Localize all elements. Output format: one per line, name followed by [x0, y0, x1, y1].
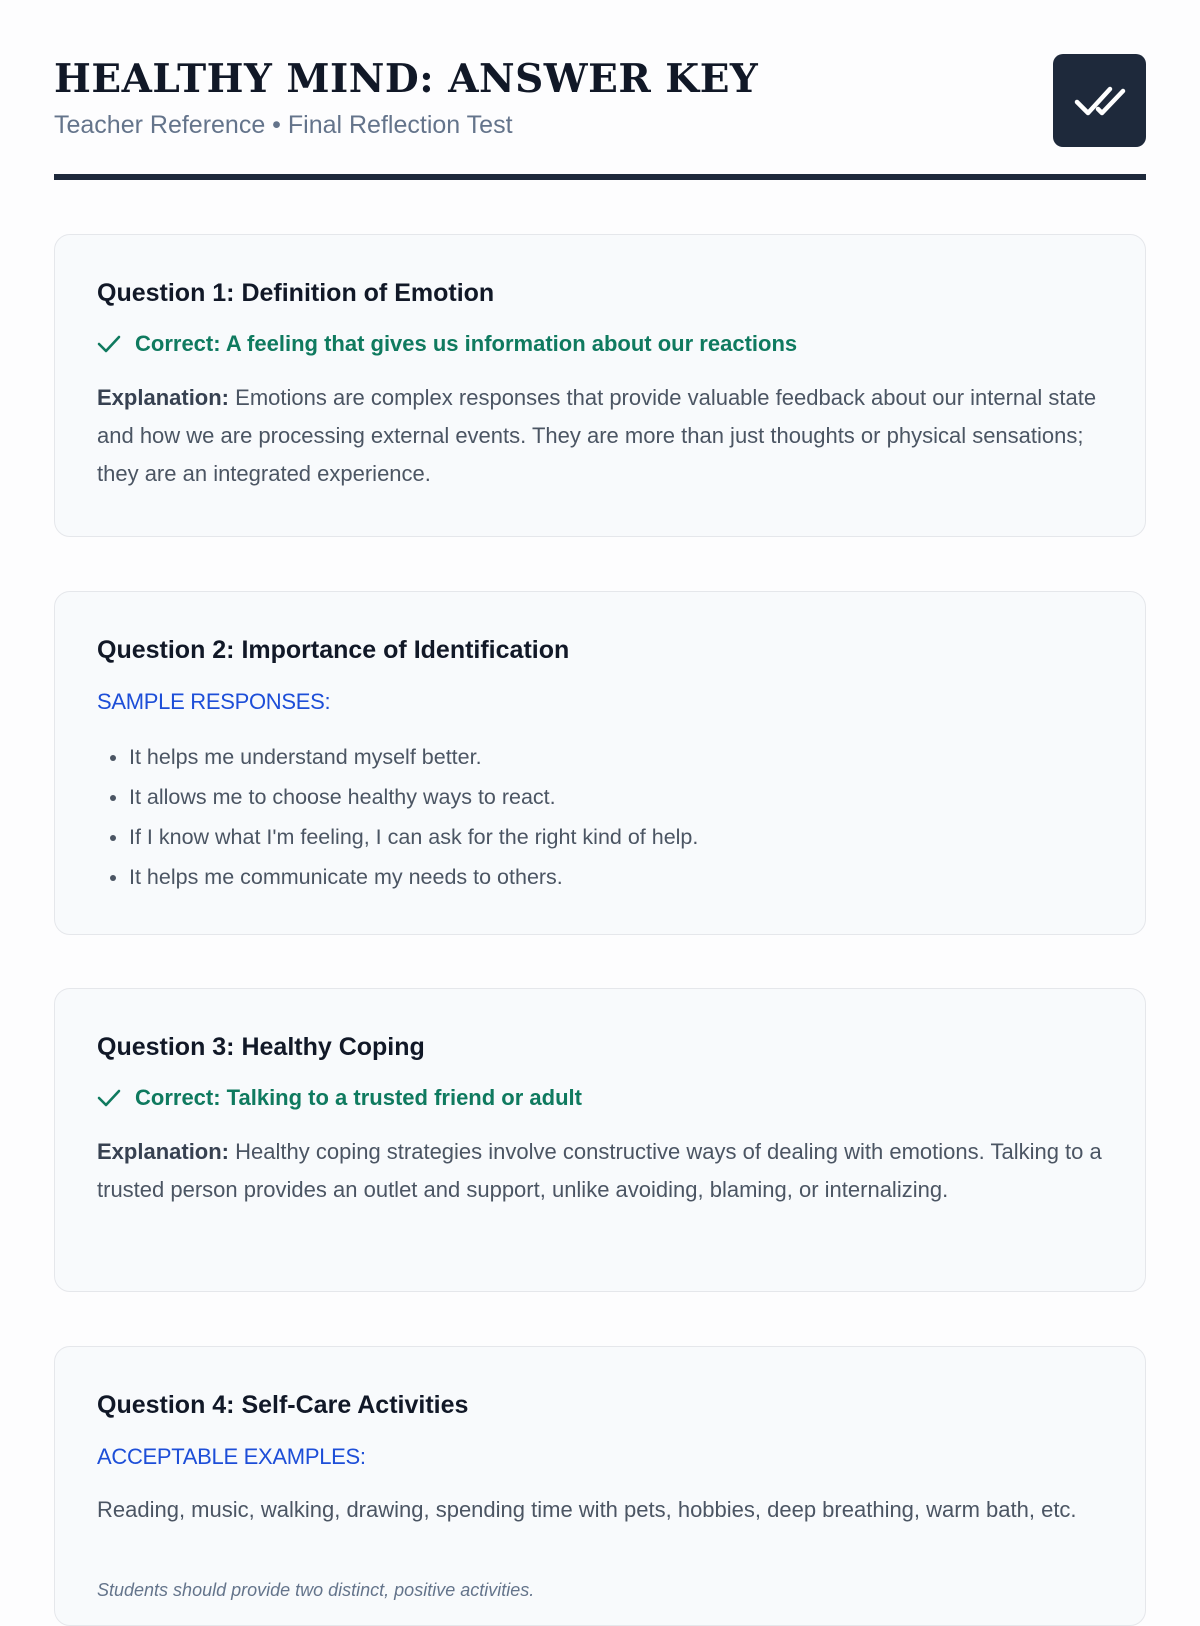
answer-key-badge	[1053, 54, 1146, 147]
correct-answer-text: Correct: A feeling that gives us information about our reactions	[135, 331, 798, 356]
list-item: • It helps me understand myself better.	[129, 737, 698, 777]
sample-responses-label: SAMPLE RESPONSES:	[97, 689, 331, 714]
question-card-2	[54, 591, 1146, 935]
question-card-3	[54, 988, 1146, 1292]
list-item: • It allows me to choose healthy ways to react.	[129, 777, 698, 817]
correct-answer	[97, 331, 797, 357]
acceptable-examples-text: Reading, music, walking, drawing, spending time with pets, hobbies, deep breathing, warm bath, etc.	[97, 1497, 1077, 1522]
correct-answer	[97, 1085, 582, 1111]
grading-note: Students should provide two distinct, positive activities.	[97, 1580, 535, 1600]
question-title: Question 1: Definition of Emotion	[97, 279, 495, 307]
explanation	[97, 1133, 1105, 1209]
explanation-label: Explanation:	[97, 1139, 230, 1164]
acceptable-examples-label: ACCEPTABLE EXAMPLES:	[97, 1444, 366, 1469]
check-icon	[97, 1089, 121, 1107]
correct-answer-text: Correct: Talking to a trusted friend or adult	[135, 1085, 582, 1110]
double-check-icon	[1074, 84, 1126, 118]
explanation-text: Emotions are complex responses that provide valuable feedback about our internal state and how we are processing external events. They are more than just thoughts or physical sensations; they are an integrated experience.	[97, 385, 1097, 486]
list-item: • It helps me communicate my needs to others.	[129, 857, 698, 897]
question-card-1	[54, 234, 1146, 537]
page-title: HEALTHY MIND: ANSWER KEY	[54, 56, 759, 102]
page-subtitle: Teacher Reference • Final Reflection Test	[54, 111, 513, 139]
question-card-4	[54, 1346, 1146, 1626]
question-title: Question 3: Healthy Coping	[97, 1033, 425, 1061]
question-title: Question 4: Self-Care Activities	[97, 1391, 469, 1419]
explanation	[97, 379, 1105, 493]
check-icon	[97, 335, 121, 353]
explanation-label: Explanation:	[97, 385, 230, 410]
page-header	[54, 0, 1146, 180]
list-item: • If I know what I'm feeling, I can ask for the right kind of help.	[129, 817, 698, 857]
explanation-text: Healthy coping strategies involve constructive ways of dealing with emotions. Talking to a trusted person provides an outlet and support, unlike avoiding, blaming, or internalizing.	[97, 1139, 1102, 1202]
sample-responses-list	[97, 737, 698, 897]
question-title: Question 2: Importance of Identification	[97, 636, 570, 664]
